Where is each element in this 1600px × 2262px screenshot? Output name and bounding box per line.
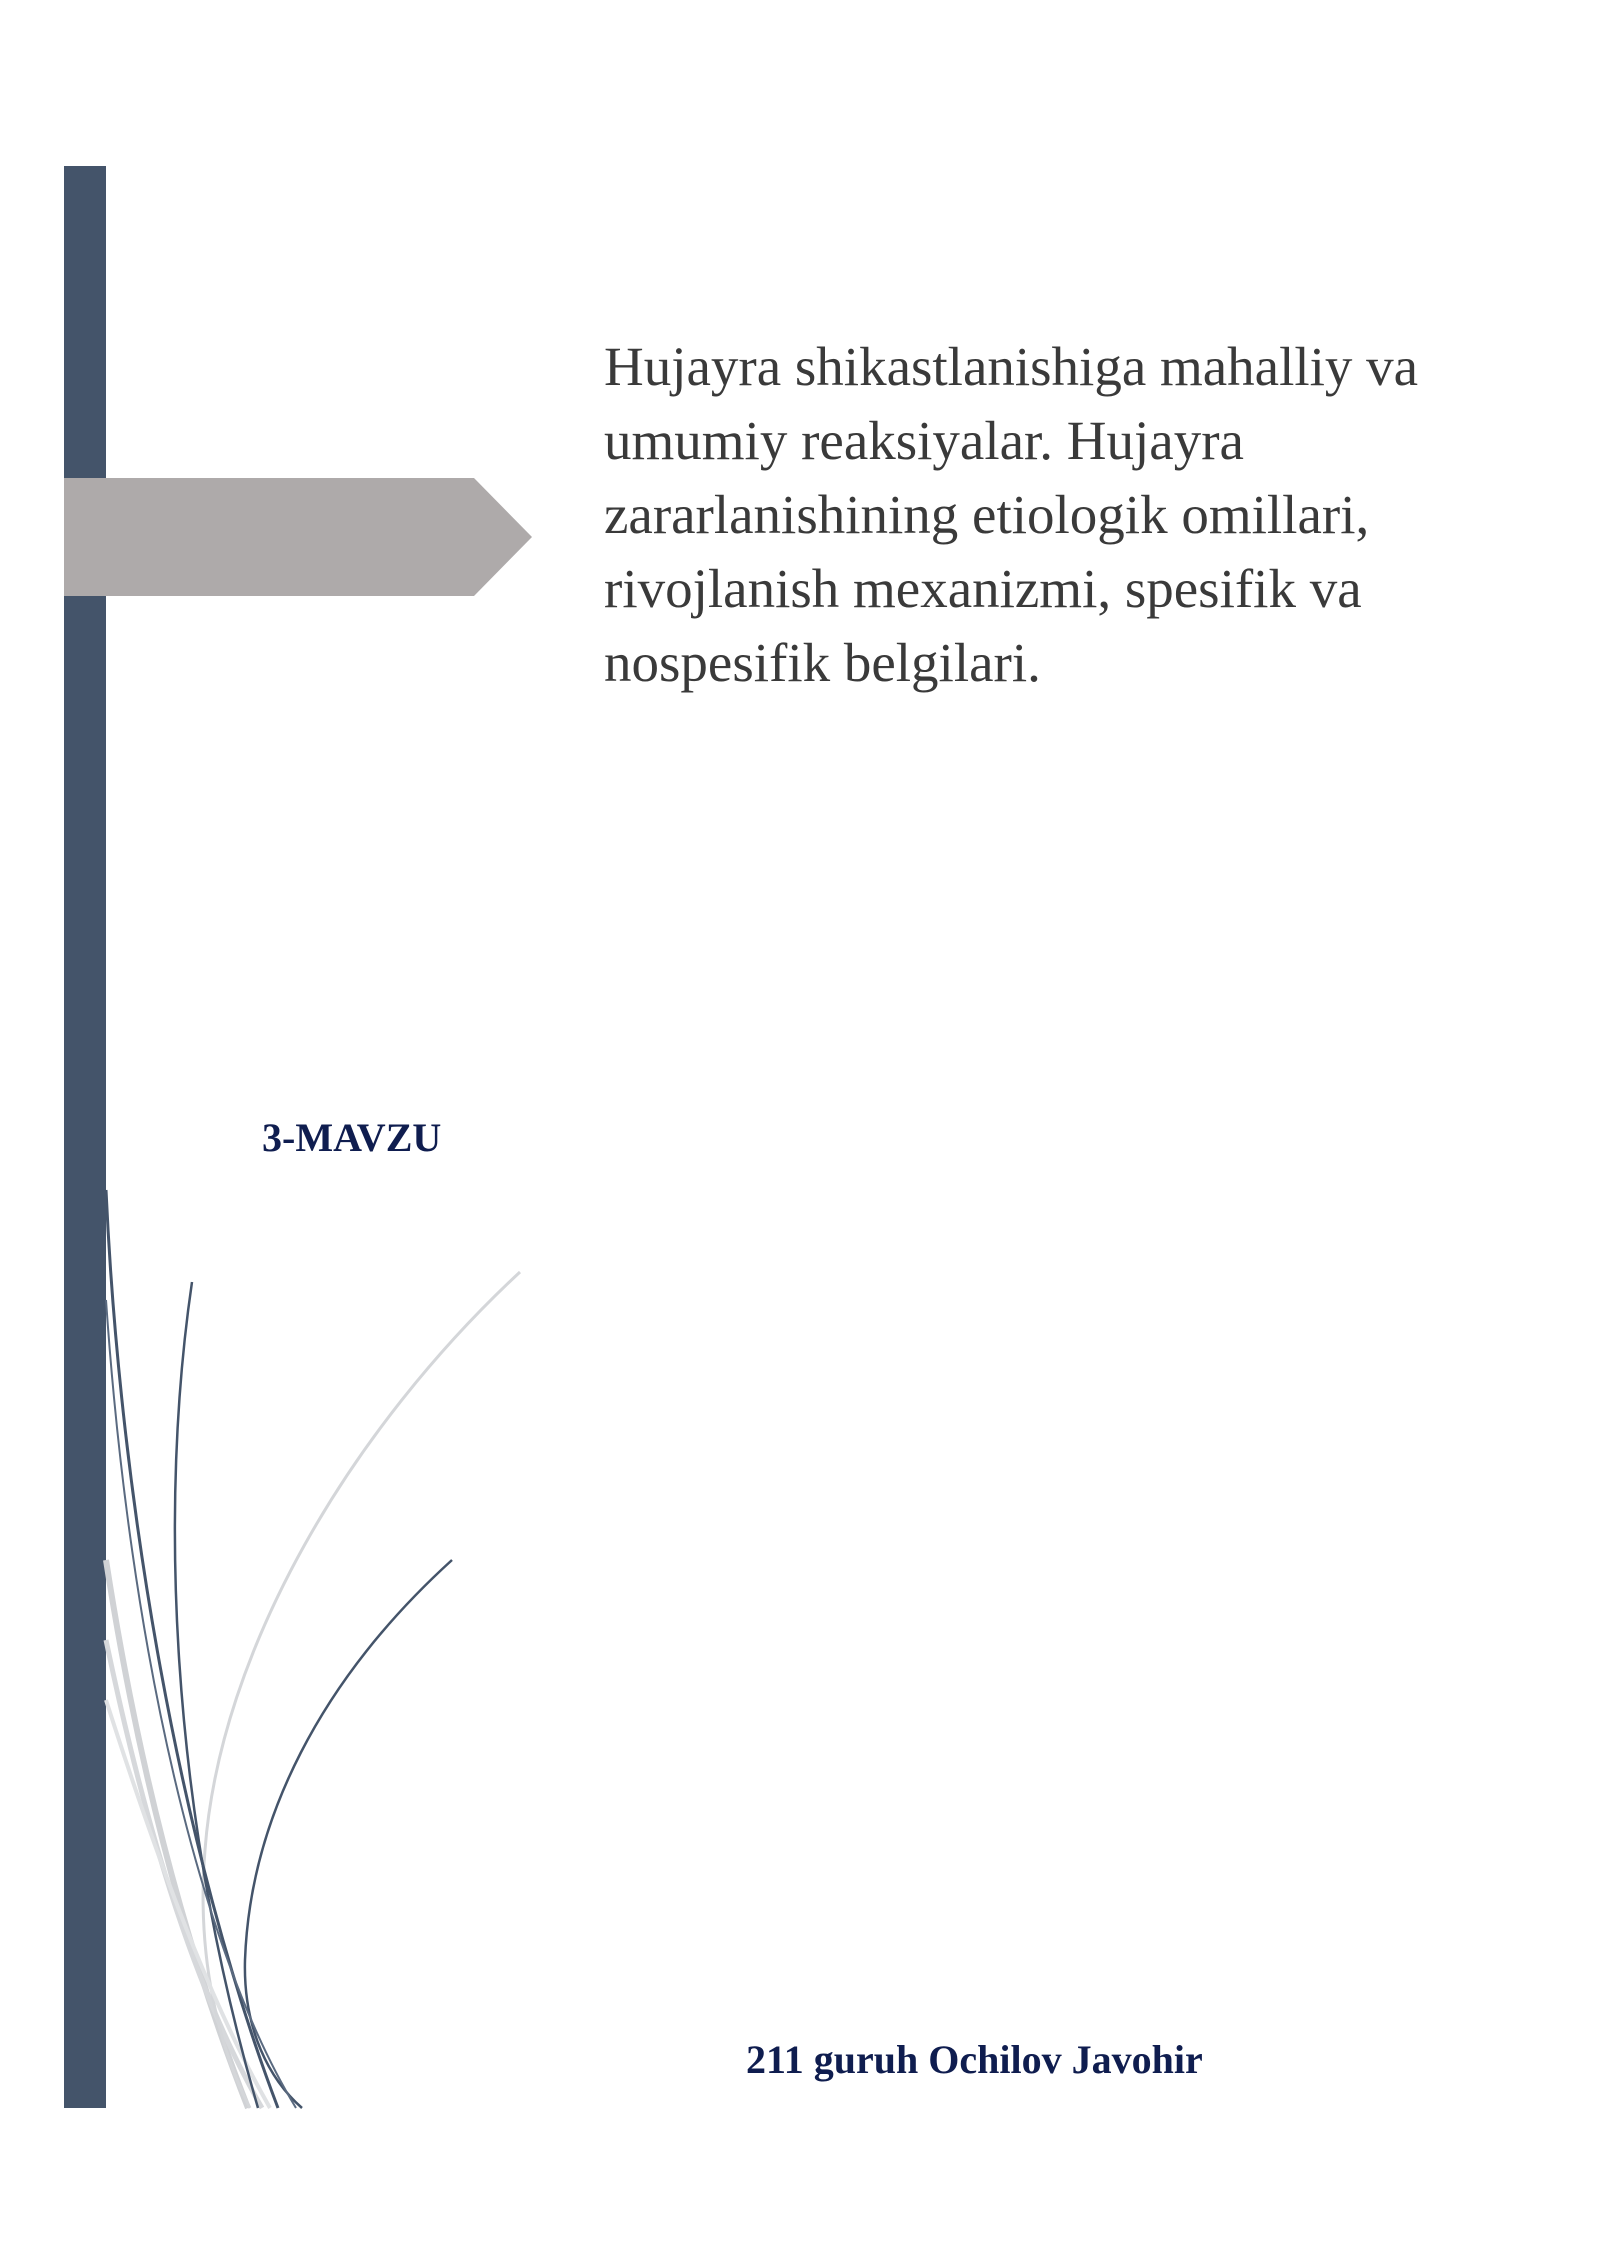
swoosh-curve-light-3 [203, 1272, 520, 2108]
swoosh-curve-light-2 [106, 1640, 262, 2108]
swoosh-curve-dark-2 [175, 1282, 258, 2108]
author-group-label: 211 guruh Ochilov Javohir [746, 2037, 1203, 2082]
swoosh-curve-dark-3 [245, 1560, 452, 2108]
swoosh-curve-dark-1 [106, 1190, 278, 2108]
swoosh-curve-light-1 [106, 1560, 248, 2108]
document-title: Hujayra shikastlanishiga mahalliy va umumiy reaksiyalar. Hujayra zararlanishining etiologik omillari, rivojlanish mexanizmi, spesifik va nospesifik belgilari. [604, 336, 1419, 693]
arrow-banner-shape [64, 478, 532, 596]
swoosh-curve-light-4 [106, 1700, 270, 2108]
swoosh-curve-dark-4 [106, 1300, 296, 2108]
vertical-accent-bar [64, 166, 106, 2108]
topic-number-label: 3-MAVZU [262, 1115, 442, 1160]
